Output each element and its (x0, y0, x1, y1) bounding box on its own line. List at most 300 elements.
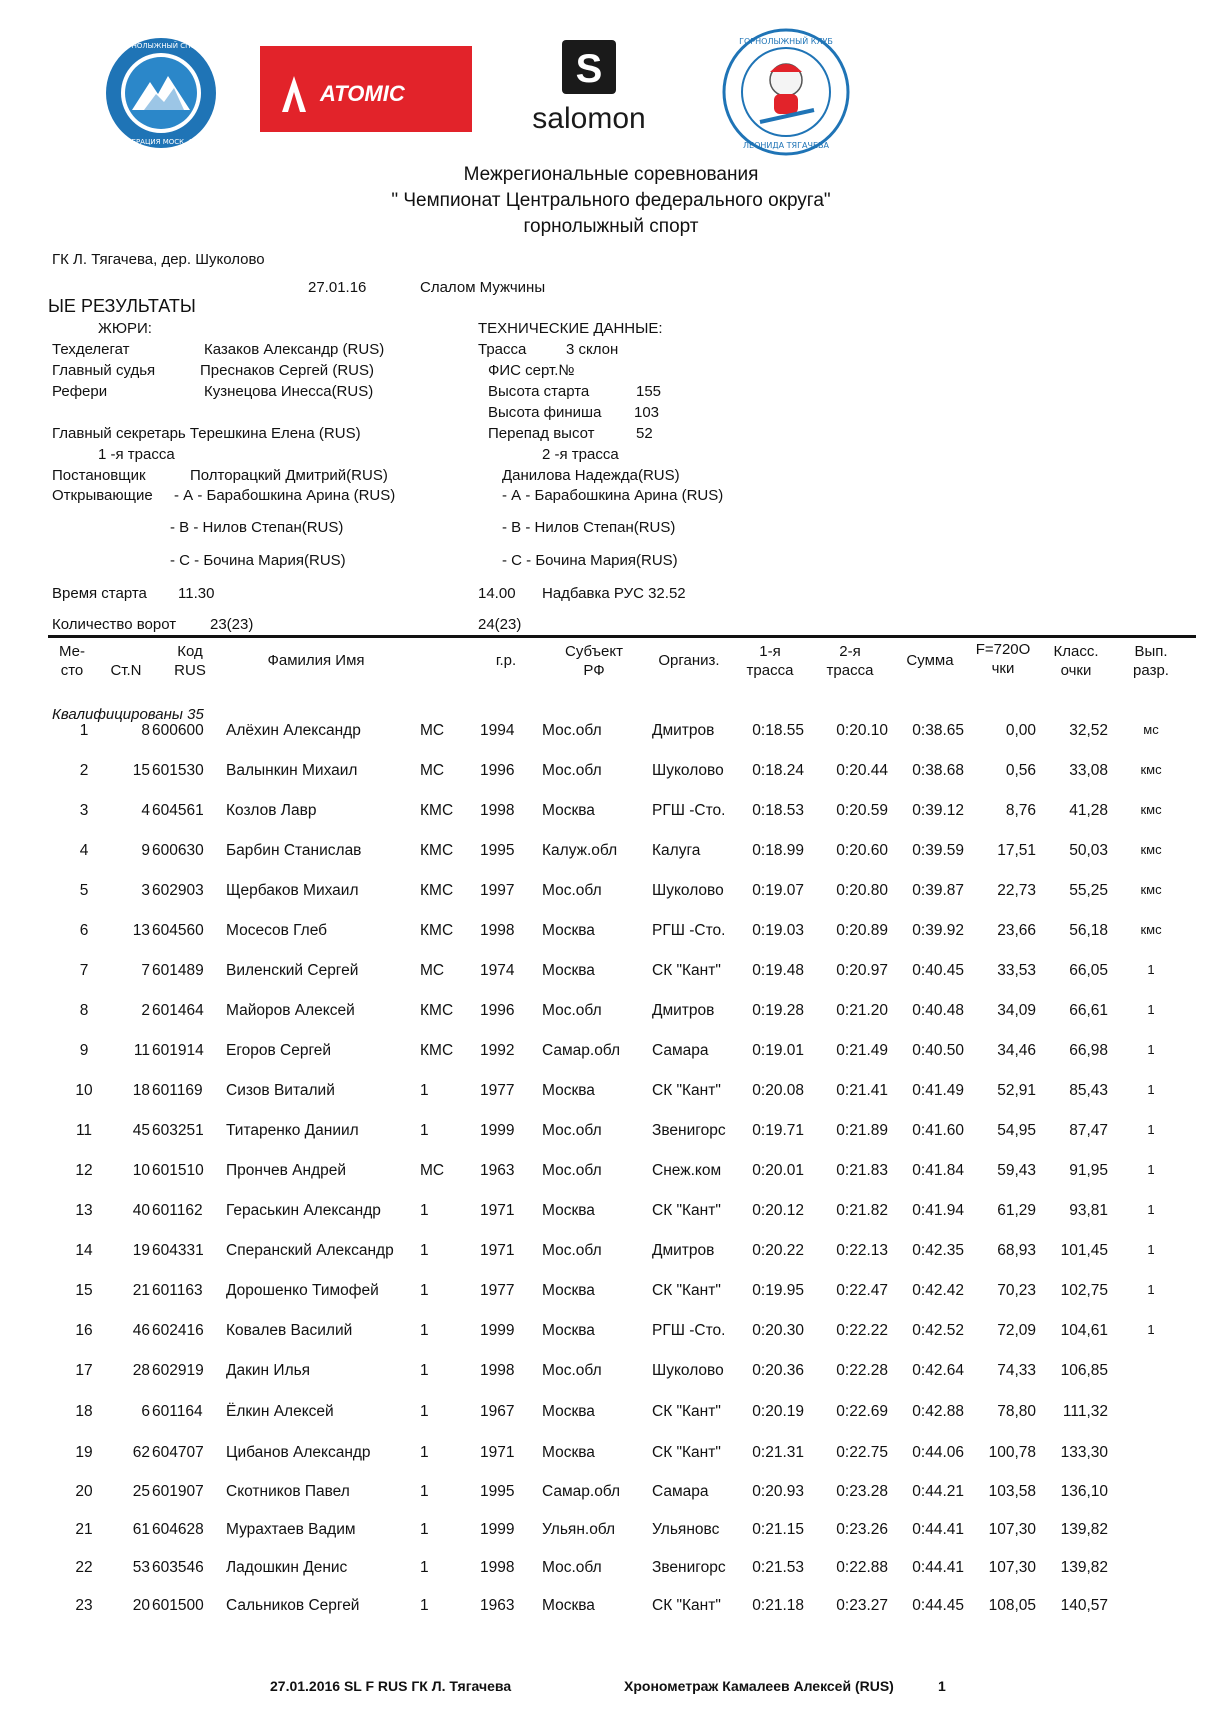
cell-total: 0:44.41 (912, 1521, 964, 1538)
cell-run1: 0:20.30 (752, 1322, 804, 1339)
cell-total: 0:44.21 (912, 1483, 964, 1500)
finish-altitude-label: Высота финиша (488, 404, 602, 421)
run1-label: 1 -я трасса (98, 446, 175, 463)
start-time-label: Время старта (52, 585, 147, 602)
cell-run1: 0:19.03 (752, 922, 804, 939)
table-row (0, 1403, 1222, 1427)
federation-logo (104, 36, 218, 150)
cell-region: Москва (542, 1597, 595, 1614)
cell-place: 7 (79, 962, 89, 979)
cell-bib: 45 (132, 1122, 150, 1139)
cell-yob: 1994 (480, 722, 515, 739)
cell-club: Звенигорс (652, 1559, 726, 1576)
cell-bib: 46 (132, 1322, 150, 1339)
cell-run2: 0:22.69 (836, 1403, 888, 1420)
cell-region: Мос.обл (542, 1242, 602, 1259)
cell-club: Самара (652, 1042, 709, 1059)
salomon-wordmark: salomon (532, 102, 646, 135)
cell-class-points: 32,52 (1069, 722, 1108, 739)
cell-region: Калуж.обл (542, 842, 618, 859)
cell-run2: 0:22.22 (836, 1322, 888, 1339)
cell-region: Мос.обл (542, 722, 602, 739)
col-bib: Ст.N (110, 662, 142, 679)
table-row (0, 1521, 1222, 1545)
cell-name: Цибанов Александр (226, 1444, 371, 1461)
cell-class-points: 136,10 (1060, 1483, 1108, 1500)
cell-rank: кмс (1140, 922, 1162, 937)
cell-name: Гераськин Александр (226, 1202, 381, 1219)
cell-yob: 1999 (480, 1322, 515, 1339)
cell-code: 602919 (152, 1362, 204, 1379)
cell-points: 52,91 (997, 1082, 1036, 1099)
cell-run2: 0:21.83 (836, 1162, 888, 1179)
cell-bib: 18 (132, 1082, 150, 1099)
cell-points: 54,95 (997, 1122, 1036, 1139)
cell-points: 22,73 (997, 882, 1036, 899)
cell-place: 17 (75, 1362, 93, 1379)
table-row (0, 1202, 1222, 1226)
cell-category: МС (420, 1162, 445, 1179)
cell-name: Скотников Павел (226, 1483, 350, 1500)
cell-total: 0:39.59 (912, 842, 964, 859)
gates-run1: 23(23) (210, 616, 254, 633)
col-class-points: Класс. очки (1053, 643, 1099, 679)
cell-rank: 1 (1147, 1002, 1155, 1017)
cell-total: 0:39.92 (912, 922, 964, 939)
footer-left: 27.01.2016 SL F RUS ГК Л. Тягачева (270, 1678, 512, 1694)
table-row (0, 1082, 1222, 1106)
table-row (0, 1597, 1222, 1621)
cell-bib: 11 (133, 1042, 150, 1059)
cell-yob: 1974 (480, 962, 515, 979)
finish-altitude: 103 (634, 404, 660, 421)
cell-place: 15 (75, 1282, 93, 1299)
cell-club: СК "Кант" (652, 1444, 721, 1461)
cell-region: Москва (542, 1282, 595, 1299)
cell-club: РГШ -Сто. (652, 1322, 726, 1339)
cell-total: 0:42.35 (912, 1242, 964, 1259)
td-value: Казаков Александр (RUS) (204, 341, 385, 358)
cell-class-points: 66,98 (1069, 1042, 1108, 1059)
fis-cert: ФИС серт.№ (488, 362, 575, 379)
cell-code: 601907 (152, 1483, 204, 1500)
venue: ГК Л. Тягачева, дер. Шуколово (52, 251, 265, 268)
course-label: Трасса (478, 341, 527, 358)
cell-code: 601162 (152, 1202, 203, 1219)
cell-class-points: 66,61 (1069, 1002, 1108, 1019)
cell-category: 1 (420, 1362, 429, 1379)
cell-rank: 1 (1147, 1042, 1155, 1057)
cell-run1: 0:19.28 (752, 1002, 804, 1019)
cell-run2: 0:22.75 (836, 1444, 888, 1461)
col-run2: 2-я трасса (826, 643, 874, 679)
cell-name: Алёхин Александр (226, 722, 361, 739)
cell-place: 18 (75, 1403, 93, 1420)
cell-run1: 0:20.93 (752, 1483, 804, 1500)
course-setter-label: Постановщик (52, 467, 146, 484)
cell-total: 0:38.68 (912, 762, 964, 779)
cell-category: 1 (420, 1559, 429, 1576)
title-line-1: Межрегиональные соревнования (463, 164, 759, 185)
cell-points: 107,30 (988, 1559, 1036, 1576)
cell-region: Мос.обл (542, 762, 602, 779)
table-row (0, 1559, 1222, 1583)
cell-points: 61,29 (997, 1202, 1036, 1219)
cell-total: 0:40.45 (912, 962, 964, 979)
cell-run1: 0:19.07 (752, 882, 804, 899)
cell-category: 1 (420, 1242, 429, 1259)
cell-code: 601489 (152, 962, 204, 979)
tech-title: ТЕХНИЧЕСКИЕ ДАННЫЕ: (478, 320, 663, 337)
cell-run2: 0:23.26 (836, 1521, 888, 1538)
ski-club-logo (722, 28, 850, 156)
cell-bib: 8 (141, 722, 150, 739)
cell-category: КМС (420, 882, 454, 899)
cell-points: 17,51 (997, 842, 1036, 859)
cell-club: РГШ -Сто. (652, 922, 726, 939)
col-region: Субъект РФ (565, 643, 623, 679)
cell-run2: 0:20.59 (836, 802, 888, 819)
cell-rank: 1 (1147, 1122, 1155, 1137)
cell-name: Ковалев Василий (226, 1322, 353, 1339)
cell-code: 601510 (152, 1162, 204, 1179)
cell-run2: 0:22.88 (836, 1559, 888, 1576)
col-run1: 1-я трасса (746, 643, 794, 679)
col-name: Фамилия Имя (267, 652, 365, 669)
svg-text:ГОРНОЛЫЖНЫЙ КЛУБ: ГОРНОЛЫЖНЫЙ КЛУБ (739, 37, 833, 46)
table-row (0, 1002, 1222, 1026)
cell-total: 0:40.48 (912, 1002, 964, 1019)
cell-category: 1 (420, 1322, 429, 1339)
cell-club: СК "Кант" (652, 1282, 721, 1299)
cell-code: 600600 (152, 722, 204, 739)
cell-bib: 9 (141, 842, 150, 859)
cell-region: Ульян.обл (542, 1521, 616, 1538)
cell-run1: 0:20.22 (752, 1242, 804, 1259)
cell-club: Дмитров (652, 722, 715, 739)
cell-category: МС (420, 722, 445, 739)
page-number: 1 (938, 1678, 946, 1694)
cell-yob: 1996 (480, 762, 515, 779)
cell-name: Сальников Сергей (226, 1597, 360, 1614)
cell-total: 0:42.52 (912, 1322, 964, 1339)
cell-class-points: 102,75 (1060, 1282, 1108, 1299)
cell-region: Москва (542, 1403, 595, 1420)
referee-value: Кузнецова Инесса(RUS) (204, 383, 374, 400)
cell-total: 0:39.12 (912, 802, 964, 819)
title-line-2: " Чемпионат Центрального федерального округа" (391, 190, 831, 211)
cell-rank: кмс (1140, 762, 1162, 777)
cell-bib: 61 (132, 1521, 150, 1538)
cell-rank: кмс (1140, 842, 1162, 857)
cell-run1: 0:20.12 (752, 1202, 804, 1219)
cell-place: 8 (79, 1002, 89, 1019)
cell-place: 4 (79, 842, 89, 859)
cell-yob: 1977 (480, 1282, 515, 1299)
cell-class-points: 85,43 (1069, 1082, 1108, 1099)
chief-secretary: Главный секретарь Терешкина Елена (RUS) (52, 425, 361, 442)
cell-points: 68,93 (997, 1242, 1036, 1259)
cell-total: 0:44.45 (912, 1597, 964, 1614)
cell-yob: 1997 (480, 882, 515, 899)
cell-run1: 0:19.01 (752, 1042, 804, 1059)
cell-code: 601500 (152, 1597, 204, 1614)
cell-category: КМС (420, 1002, 454, 1019)
cell-place: 3 (79, 802, 89, 819)
cell-club: Шуколово (652, 762, 724, 779)
table-row (0, 722, 1222, 746)
col-club: Организ. (658, 652, 720, 669)
cell-rank: 1 (1147, 1282, 1155, 1297)
cell-category: 1 (420, 1483, 429, 1500)
course-setter-run2: Данилова Надежда(RUS) (502, 467, 680, 484)
cell-rank: кмс (1140, 802, 1162, 817)
cell-code: 604561 (152, 802, 204, 819)
title-line-3: горнолыжный спорт (523, 216, 699, 237)
forerunner-a-run2: - А - Барабошкина Арина (RUS) (502, 487, 724, 504)
cell-region: Москва (542, 1202, 595, 1219)
cell-code: 604560 (152, 922, 204, 939)
gates-run2: 24(23) (478, 616, 522, 633)
cell-code: 604707 (152, 1444, 204, 1461)
cell-rank: кмс (1140, 882, 1162, 897)
cell-region: Самар.обл (542, 1483, 621, 1500)
cell-class-points: 55,25 (1069, 882, 1108, 899)
cell-name: Виленский Сергей (226, 962, 359, 979)
cell-yob: 1998 (480, 1362, 515, 1379)
cell-name: Барбин Станислав (226, 842, 362, 859)
qualified-label: Квалифицированы 35 (52, 706, 204, 723)
cell-club: Дмитров (652, 1002, 715, 1019)
cell-run1: 0:21.15 (752, 1521, 804, 1538)
col-total: Сумма (906, 652, 954, 669)
cell-club: СК "Кант" (652, 1597, 721, 1614)
cell-run2: 0:21.82 (836, 1202, 888, 1219)
jury-title: ЖЮРИ: (98, 320, 152, 337)
cell-region: Москва (542, 1322, 595, 1339)
cell-region: Москва (542, 922, 595, 939)
cell-yob: 1999 (480, 1521, 515, 1538)
cell-name: Ёлкин Алексей (226, 1403, 334, 1420)
cell-yob: 1963 (480, 1162, 515, 1179)
cell-club: Дмитров (652, 1242, 715, 1259)
cell-total: 0:42.42 (912, 1282, 964, 1299)
cell-bib: 53 (132, 1559, 150, 1576)
cell-rank: 1 (1147, 1162, 1155, 1177)
cell-run2: 0:23.27 (836, 1597, 888, 1614)
cell-name: Сизов Виталий (226, 1082, 335, 1099)
cell-bib: 7 (141, 962, 150, 979)
cell-points: 70,23 (997, 1282, 1036, 1299)
cell-run2: 0:21.49 (836, 1042, 888, 1059)
forerunner-c-run2: - С - Бочина Мария(RUS) (502, 552, 678, 569)
cell-run1: 0:19.48 (752, 962, 804, 979)
table-row (0, 842, 1222, 866)
cell-points: 59,43 (997, 1162, 1036, 1179)
cell-yob: 1971 (480, 1444, 515, 1461)
cell-run2: 0:20.97 (836, 962, 888, 979)
penalty-value: Надбавка РУС 32.52 (542, 585, 686, 602)
cell-category: 1 (420, 1444, 429, 1461)
forerunner-b-run1: - В - Нилов Степан(RUS) (170, 519, 344, 536)
cell-place: 20 (75, 1483, 93, 1500)
cell-category: 1 (420, 1597, 429, 1614)
cell-bib: 20 (132, 1597, 150, 1614)
cell-run1: 0:18.99 (752, 842, 804, 859)
cell-class-points: 50,03 (1069, 842, 1108, 859)
col-points: F=720О чки (975, 641, 1031, 677)
cell-place: 19 (75, 1444, 93, 1461)
cell-run2: 0:21.89 (836, 1122, 888, 1139)
cell-run1: 0:18.53 (752, 802, 804, 819)
cell-total: 0:41.60 (912, 1122, 964, 1139)
cell-total: 0:42.64 (912, 1362, 964, 1379)
cell-code: 601464 (152, 1002, 204, 1019)
cell-yob: 1971 (480, 1242, 515, 1259)
cell-region: Мос.обл (542, 1559, 602, 1576)
table-row (0, 762, 1222, 786)
cell-class-points: 139,82 (1060, 1559, 1108, 1576)
cell-points: 103,58 (988, 1483, 1036, 1500)
cell-place: 1 (79, 722, 89, 739)
race-date: 27.01.16 (308, 279, 367, 296)
cell-points: 8,76 (1005, 802, 1036, 819)
cell-points: 0,56 (1005, 762, 1036, 779)
cell-rank: 1 (1147, 1202, 1155, 1217)
cell-club: Снеж.ком (652, 1162, 722, 1179)
cell-class-points: 101,45 (1060, 1242, 1108, 1259)
cell-points: 100,78 (988, 1444, 1036, 1461)
cell-run2: 0:20.60 (836, 842, 888, 859)
cell-code: 601169 (152, 1082, 203, 1099)
table-row (0, 1162, 1222, 1186)
col-code: Код RUS (174, 643, 206, 679)
cell-run2: 0:20.10 (836, 722, 888, 739)
start-altitude: 155 (636, 383, 662, 400)
cell-club: СК "Кант" (652, 1403, 721, 1420)
cell-class-points: 104,61 (1060, 1322, 1108, 1339)
cell-class-points: 56,18 (1069, 922, 1108, 939)
cell-run1: 0:21.18 (752, 1597, 804, 1614)
cell-yob: 1992 (480, 1042, 515, 1059)
cell-yob: 1995 (480, 1483, 515, 1500)
table-row (0, 1362, 1222, 1386)
cell-category: 1 (420, 1403, 429, 1420)
cell-name: Прончев Андрей (226, 1162, 347, 1179)
cell-name: Щербаков Михаил (226, 882, 359, 899)
cell-place: 12 (75, 1162, 93, 1179)
cell-name: Дорошенко Тимофей (226, 1282, 379, 1299)
cell-region: Мос.обл (542, 1122, 602, 1139)
cell-name: Титаренко Даниил (226, 1122, 359, 1139)
cell-place: 13 (75, 1202, 93, 1219)
cell-points: 74,33 (997, 1362, 1036, 1379)
cell-category: КМС (420, 842, 454, 859)
cell-category: 1 (420, 1122, 429, 1139)
chief-judge-label: Главный судья (52, 362, 156, 379)
cell-code: 601164 (152, 1403, 203, 1420)
cell-yob: 1971 (480, 1202, 515, 1219)
table-row (0, 1042, 1222, 1066)
cell-yob: 1977 (480, 1082, 515, 1099)
table-row (0, 882, 1222, 906)
col-yob: г.р. (495, 652, 517, 669)
cell-name: Валынкин Михаил (226, 762, 358, 779)
cell-total: 0:42.88 (912, 1403, 964, 1420)
cell-code: 601530 (152, 762, 204, 779)
cell-class-points: 140,57 (1060, 1597, 1108, 1614)
cell-run1: 0:20.19 (752, 1403, 804, 1420)
table-row (0, 1122, 1222, 1146)
start-time-run1: 11.30 (178, 585, 215, 602)
cell-club: СК "Кант" (652, 1202, 721, 1219)
atomic-wordmark: ATOMIC (320, 81, 405, 106)
td-label: Техделегат (52, 341, 130, 358)
salomon-logo (512, 40, 666, 136)
cell-yob: 1996 (480, 1002, 515, 1019)
cell-bib: 19 (132, 1242, 150, 1259)
vertical-drop-label: Перепад высот (488, 425, 595, 442)
cell-run1: 0:20.36 (752, 1362, 804, 1379)
cell-region: Москва (542, 1082, 595, 1099)
cell-class-points: 66,05 (1069, 962, 1108, 979)
start-altitude-label: Высота старта (488, 383, 590, 400)
cell-run1: 0:18.24 (752, 762, 804, 779)
cell-run1: 0:19.71 (752, 1122, 804, 1139)
cell-points: 33,53 (997, 962, 1036, 979)
cell-yob: 1967 (480, 1403, 515, 1420)
cell-bib: 13 (132, 922, 150, 939)
cell-place: 14 (75, 1242, 93, 1259)
start-time-run2: 14.00 (478, 585, 516, 602)
table-row (0, 922, 1222, 946)
svg-text:ФЕДЕРАЦИЯ МОСК. ОБЛ.: ФЕДЕРАЦИЯ МОСК. ОБЛ. (115, 138, 207, 146)
cell-code: 603251 (152, 1122, 204, 1139)
cell-class-points: 93,81 (1069, 1202, 1108, 1219)
cell-run2: 0:20.44 (836, 762, 888, 779)
cell-run1: 0:19.95 (752, 1282, 804, 1299)
table-row (0, 1322, 1222, 1346)
cell-run2: 0:22.13 (836, 1242, 888, 1259)
cell-points: 34,09 (997, 1002, 1036, 1019)
cell-name: Мосесов Глеб (226, 922, 328, 939)
cell-points: 108,05 (988, 1597, 1036, 1614)
cell-bib: 21 (132, 1282, 150, 1299)
cell-class-points: 139,82 (1060, 1521, 1108, 1538)
col-rank: Вып. разр. (1133, 643, 1169, 679)
cell-club: Самара (652, 1483, 709, 1500)
table-row (0, 1242, 1222, 1266)
cell-yob: 1995 (480, 842, 515, 859)
cell-place: 6 (79, 922, 89, 939)
svg-text:ЛЕОНИДА ТЯГАЧЕВА: ЛЕОНИДА ТЯГАЧЕВА (743, 141, 829, 150)
cell-club: Ульяновс (652, 1521, 720, 1538)
cell-category: КМС (420, 802, 454, 819)
cell-place: 16 (75, 1322, 93, 1339)
cell-bib: 10 (132, 1162, 150, 1179)
cell-place: 11 (75, 1122, 93, 1139)
cell-points: 23,66 (997, 922, 1036, 939)
cell-region: Мос.обл (542, 1162, 602, 1179)
cell-run2: 0:20.89 (836, 922, 888, 939)
cell-club: Шуколово (652, 1362, 724, 1379)
event-name: Слалом Мужчины (420, 279, 546, 296)
cell-bib: 3 (141, 882, 150, 899)
results-heading: ЫЕ РЕЗУЛЬТАТЫ (48, 296, 196, 316)
cell-bib: 4 (141, 802, 150, 819)
cell-run1: 0:18.55 (752, 722, 804, 739)
cell-total: 0:41.94 (912, 1202, 964, 1219)
